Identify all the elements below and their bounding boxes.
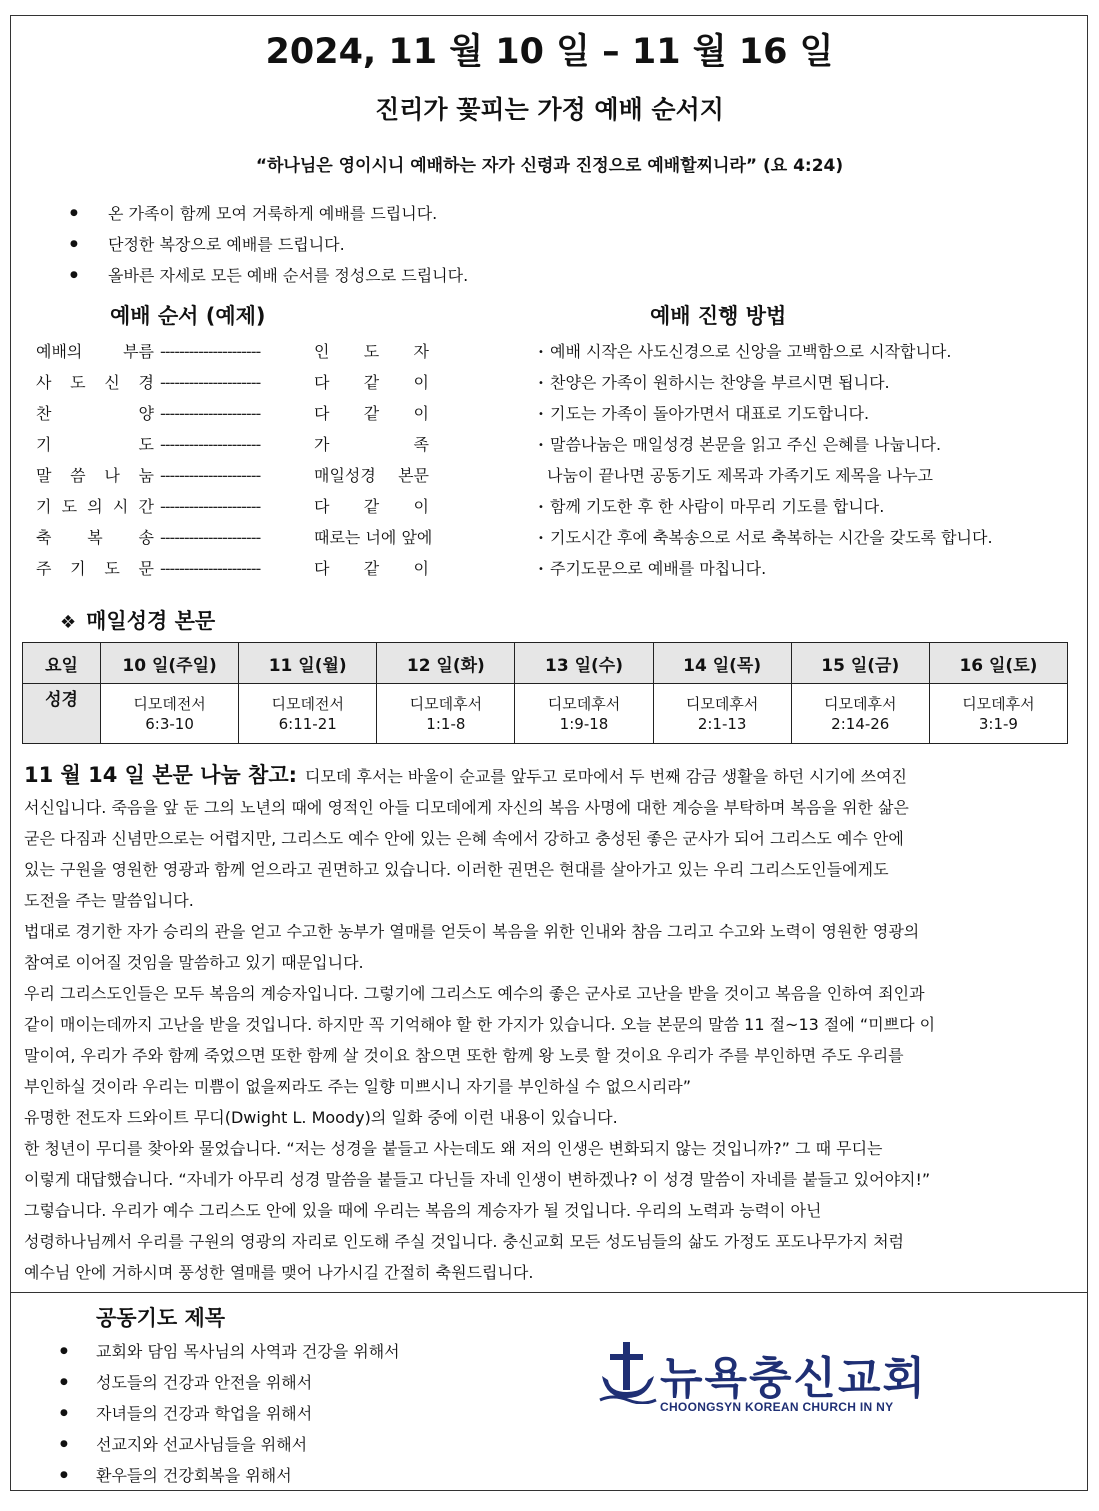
reading-cell: [515, 684, 653, 744]
order-item-leader: 다 같 이: [314, 559, 429, 578]
leader-dashes: ---------------------: [160, 435, 261, 454]
method-line: • 말씀나눔은 매일성경 본문을 읽고 주신 은혜를 나눕니다.: [538, 435, 942, 454]
logo-name: 뉴욕충신교회: [660, 1353, 928, 1404]
reading-book: 디모데후서: [962, 694, 1035, 713]
method-line: • 기도시간 후에 축복송으로 서로 축복하는 시간을 갖도록 합니다.: [538, 528, 993, 547]
order-row: [36, 553, 436, 584]
article-title: 11 월 14 일 본문 나눔 참고:: [24, 763, 297, 787]
day-header-cell: 12 일(화): [377, 643, 515, 684]
method-line: • 예배 시작은 사도신경으로 신앙을 고백함으로 시작합니다.: [538, 342, 952, 361]
order-item-leader: 인 도 자: [314, 342, 429, 361]
article-line: [24, 1102, 1080, 1133]
logo-subtitle: CHOONGSYN KOREAN CHURCH IN NY: [660, 1400, 894, 1414]
day-header-cell: 16 일(토): [929, 643, 1067, 684]
order-row: [36, 460, 436, 491]
article-text: 법대로 경기한 자가 승리의 관을 얻고 수고한 농부가 열매를 얻듯이 복음을 위한 인내와 참음 그리고 수고와 노력이 영원한 영광의: [24, 922, 920, 941]
order-item-name: 예배의 부름: [36, 342, 154, 361]
guideline-item: ● 온 가족이 함께 모여 거룩하게 예배를 드립니다.: [70, 198, 468, 229]
leader-dashes: ---------------------: [160, 466, 261, 485]
article-text: 있는 구원을 영원한 영광과 함께 얻으라고 권면하고 있습니다. 이러한 권면은 현대를 살아가고 있는 우리 그리스도인들에게도: [24, 860, 889, 879]
article-text: 말이여, 우리가 주와 함께 죽었으면 또한 함께 살 것이요 참으면 또한 함께 왕 노릇 할 것이요 우리가 주를 부인하면 주도 우리를: [24, 1046, 904, 1065]
prayer-item: ● 선교지와 선교사님들을 위해서: [60, 1429, 400, 1460]
order-item-name: 사 도 신 경: [36, 373, 154, 392]
reading-book: 디모데전서: [271, 694, 344, 713]
article-text: 우리 그리스도인들은 모두 복음의 계승자입니다. 그렇기에 그리스도 예수의 좋은 군사로 고난을 받을 것이고 복음을 인하여 죄인과: [24, 984, 925, 1003]
order-item-leader: 때로는 너에 앞에: [314, 528, 433, 547]
reading-reference: 6:3-10: [145, 714, 194, 733]
order-item-leader: 다 같 이: [314, 497, 429, 516]
article-line: [24, 1226, 1080, 1257]
article-line: [24, 1164, 1080, 1195]
reading-book: 디모데후서: [547, 694, 621, 713]
order-heading: 예배 순서 (예제): [110, 304, 266, 328]
article-line: [24, 1009, 1080, 1040]
article-line: [24, 978, 1080, 1009]
leader-dashes: ---------------------: [160, 497, 261, 516]
day-header-cell: 13 일(수): [515, 643, 653, 684]
method-line: 나눔이 끝나면 공동기도 제목과 가족기도 제목을 나누고: [547, 466, 934, 485]
guideline-item: ● 단정한 복장으로 예배를 드립니다.: [70, 229, 468, 260]
article-text: 참여로 이어질 것임을 말씀하고 있기 때문입니다.: [24, 953, 364, 972]
method-line: • 주기도문으로 예배를 마칩니다.: [538, 559, 767, 578]
reading-book: 디모데후서: [685, 694, 759, 713]
leader-dashes: ---------------------: [160, 404, 261, 423]
page-title: 2024, 11 월 10 일 – 11 월 16 일: [265, 32, 834, 72]
leader-dashes: ---------------------: [160, 528, 261, 547]
reading-book: 디모데후서: [409, 694, 483, 713]
article-line: [24, 1133, 1080, 1164]
reading-reference: 1:9-18: [559, 714, 609, 733]
reading-reference: 1:1-8: [426, 714, 466, 733]
prayer-item: ● 교회와 담임 목사님의 사역과 건강을 위해서: [60, 1336, 400, 1367]
article-line: [24, 1071, 1080, 1102]
day-header-cell: 10 일(주일): [101, 643, 239, 684]
article-text: 같이 매이는데까지 고난을 받을 것입니다. 하지만 꼭 기억해야 할 한 가지가 있습니다. 오늘 본문의 말씀 11 절~13 절에 “미쁘다 이: [24, 1015, 936, 1034]
reflection-article: [24, 760, 1080, 1288]
article-text: 도전을 주는 말씀입니다.: [24, 891, 194, 910]
order-row: [36, 522, 436, 553]
reading-book: 디모데후서: [824, 694, 897, 713]
day-header-cell: 14 일(목): [653, 643, 791, 684]
day-header-cell: 15 일(금): [791, 643, 929, 684]
reading-reference: 2:14-26: [831, 714, 890, 733]
order-item-name: 기 도: [36, 435, 154, 454]
order-row: [36, 336, 436, 367]
article-text: 유명한 전도자 드와이트 무디(Dwight L. Moody)의 일화 중에 이런 내용이 있습니다.: [24, 1108, 618, 1127]
reading-cell: [239, 684, 377, 744]
leader-dashes: ---------------------: [160, 373, 261, 392]
guideline-list: [70, 198, 468, 291]
order-row: [36, 491, 436, 522]
worship-order-list: [36, 336, 436, 584]
reading-cell: [929, 684, 1067, 744]
key-verse: “하나님은 영이시니 예배하는 자가 신령과 진정으로 예배할찌니라” (요 4:24): [255, 156, 844, 176]
reading-reference: 2:1-13: [697, 714, 747, 733]
order-item-name: 축 복 송: [36, 528, 154, 547]
prayer-item: ● 환우들의 건강회복을 위해서: [60, 1460, 400, 1491]
article-line: [24, 947, 1080, 978]
method-line: • 함께 기도한 후 한 사람이 마무리 기도를 합니다.: [538, 497, 885, 516]
prayer-item: ● 성도들의 건강과 안전을 위해서: [60, 1367, 400, 1398]
article-text: 굳은 다짐과 신념만으로는 어렵지만, 그리스도 예수 안에 있는 은혜 속에서 강하고 충성된 좋은 군사가 되어 그리스도 예수 안에: [24, 829, 904, 848]
article-text: 서신입니다. 죽음을 앞 둔 그의 노년의 때에 영적인 아들 디모데에게 자신의 복음 사명에 대한 계승을 부탁하며 복음을 위한 삶은: [24, 798, 909, 817]
article-text: 부인하실 것이라 우리는 미쁨이 없을찌라도 주는 일향 미쁘시니 자기를 부인하실 수 없으시리라”: [24, 1077, 692, 1096]
order-item-name: 주 기 도 문: [36, 559, 154, 578]
leader-dashes: ---------------------: [160, 559, 261, 578]
bible-reading-table: [22, 642, 1068, 744]
article-line: [24, 823, 1080, 854]
table-header-cell: 요일: [23, 643, 101, 684]
page-subtitle: 진리가 꽃피는 가정 예배 순서지: [375, 95, 724, 124]
order-item-name: 기 도 의 시 간: [36, 497, 154, 516]
reading-cell: [791, 684, 929, 744]
table-row-label: 성경: [23, 684, 101, 744]
order-item-name: 말 씀 나 눔: [36, 466, 154, 485]
order-item-leader: 매일성경 본문: [314, 466, 429, 485]
article-line: [24, 916, 1080, 947]
order-row: [36, 398, 436, 429]
reading-reference: 3:1-9: [978, 714, 1018, 733]
cross-anchor-icon: [598, 1340, 658, 1404]
prayer-heading: 공동기도 제목: [96, 1306, 226, 1330]
reading-cell: [377, 684, 515, 744]
article-line: [24, 760, 1080, 792]
church-logo: [598, 1340, 928, 1420]
order-row: [36, 429, 436, 460]
bible-reading-heading: ❖ 매일성경 본문: [60, 609, 216, 633]
prayer-item: ● 자녀들의 건강과 학업을 위해서: [60, 1398, 400, 1429]
day-header-cell: 11 일(월): [239, 643, 377, 684]
article-line: [24, 1257, 1080, 1288]
article-text: 이렇게 대답했습니다. “자네가 아무리 성경 말씀을 붙들고 다닌들 자네 인생이 변하겠나? 이 성경 말씀이 자네를 붙들고 있어야지!”: [24, 1170, 931, 1189]
guideline-item: ● 올바른 자세로 모든 예배 순서를 정성으로 드립니다.: [70, 260, 468, 291]
table-row: [23, 684, 1068, 744]
diamond-flower-icon: ❖: [60, 612, 77, 633]
article-text: 디모데 후서는 바울이 순교를 앞두고 로마에서 두 번째 감금 생활을 하던 시기에 쓰여진: [305, 767, 907, 786]
article-text: 그렇습니다. 우리가 예수 그리스도 안에 있을 때에 우리는 복음의 계승자가 될 것입니다. 우리의 노력과 능력이 아닌: [24, 1201, 822, 1220]
reading-reference: 6:11-21: [278, 714, 337, 733]
leader-dashes: ---------------------: [160, 342, 261, 361]
reading-cell: [101, 684, 239, 744]
article-text: 예수님 안에 거하시며 풍성한 열매를 맺어 나가시길 간절히 축원드립니다.: [24, 1263, 534, 1282]
order-item-leader: 다 같 이: [314, 404, 429, 423]
method-list: [538, 336, 993, 584]
table-header-row: [23, 643, 1068, 684]
method-line: • 찬양은 가족이 원하시는 찬양을 부르시면 됩니다.: [538, 373, 890, 392]
order-row: [36, 367, 436, 398]
section-divider: [10, 1292, 1088, 1293]
method-heading: 예배 진행 방법: [650, 304, 787, 328]
order-item-name: 찬 양: [36, 404, 154, 423]
reading-cell: [653, 684, 791, 744]
article-line: [24, 1195, 1080, 1226]
order-item-leader: 다 같 이: [314, 373, 429, 392]
article-line: [24, 854, 1080, 885]
article-line: [24, 1040, 1080, 1071]
article-line: [24, 792, 1080, 823]
reading-book: 디모데전서: [133, 694, 206, 713]
prayer-list: [60, 1336, 400, 1491]
article-text: 한 청년이 무디를 찾아와 물었습니다. “저는 성경을 붙들고 사는데도 왜 저의 인생은 변화되지 않는 것입니까?” 그 때 무디는: [24, 1139, 883, 1158]
order-item-leader: 가 족: [314, 435, 429, 454]
article-line: [24, 885, 1080, 916]
method-line: • 기도는 가족이 돌아가면서 대표로 기도합니다.: [538, 404, 870, 423]
article-text: 성령하나님께서 우리를 구원의 영광의 자리로 인도해 주실 것입니다. 충신교회 모든 성도님들의 삶도 가정도 포도나무가지 처럼: [24, 1232, 905, 1251]
